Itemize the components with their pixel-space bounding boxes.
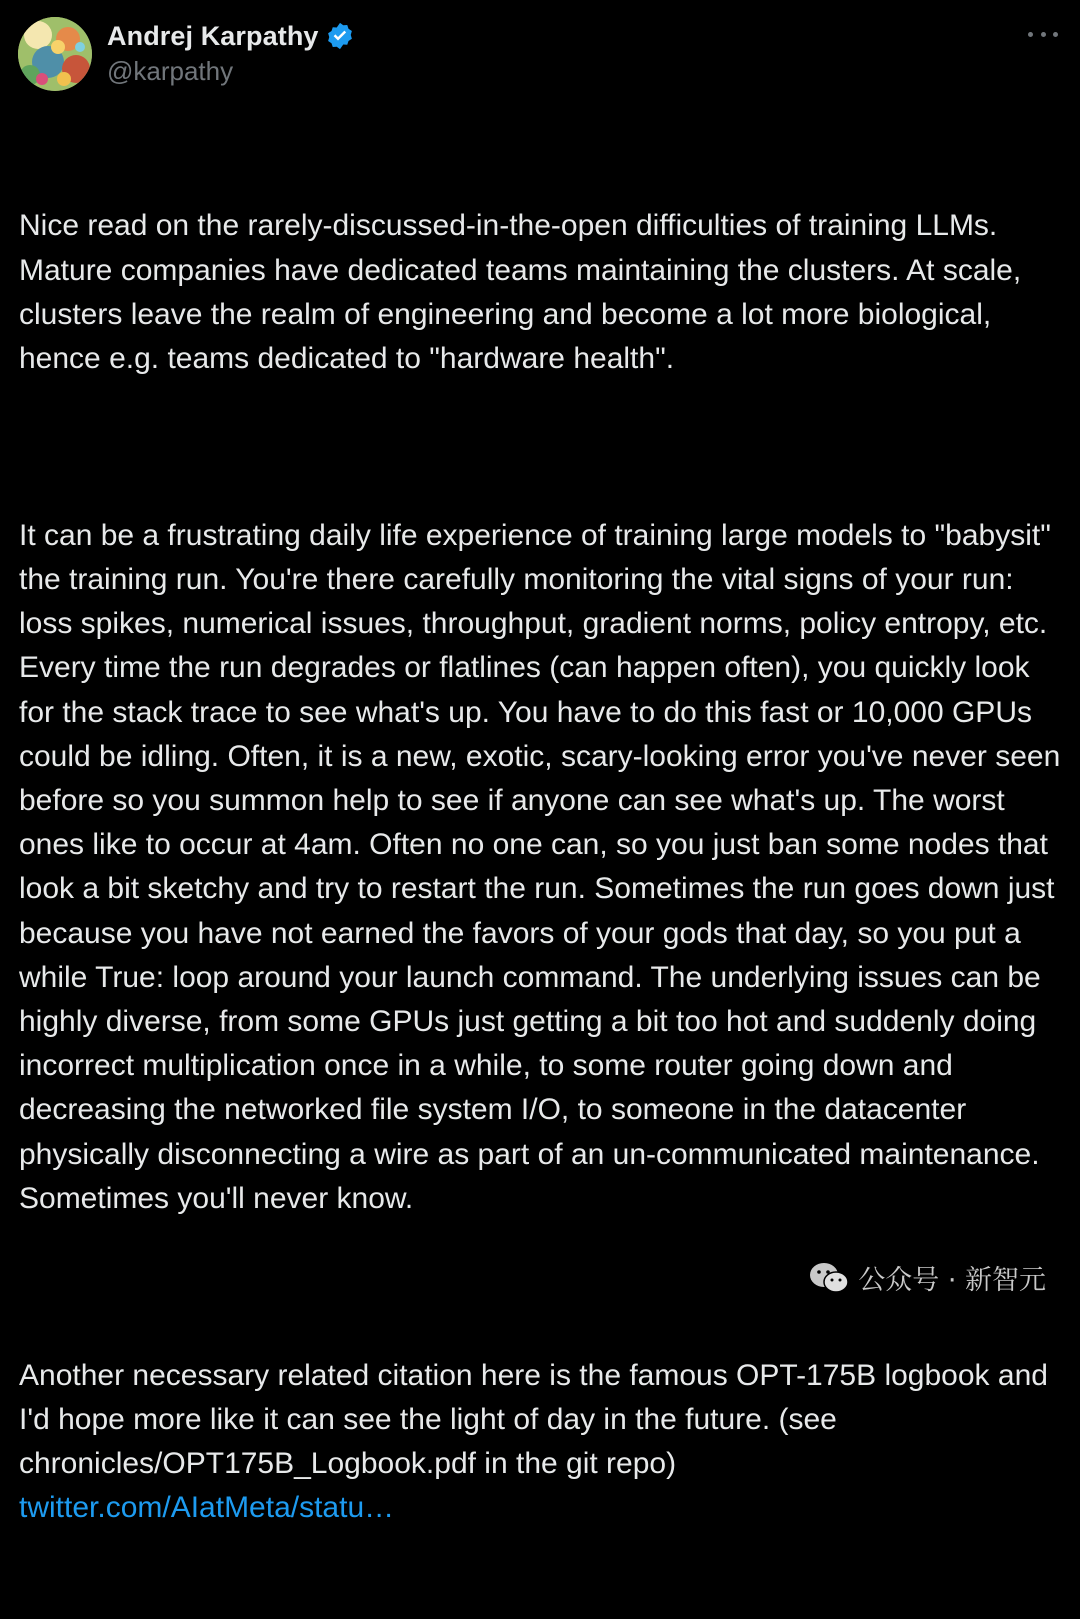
more-dot xyxy=(1053,32,1058,37)
author-name-row xyxy=(107,18,355,54)
tweet-paragraph: It can be a frustrating daily life experience of training large models to "babysit" the training run. You're there carefully monitoring the vital signs of your run: loss spikes, numerical issues, throughput, gradient norms, policy entropy, etc. Every time the run degrades or flatlines (can happen often), you quickly look for the stack trace to see what's up. You have to do this fast or 10,000 GPUs could be idling. Often, it is a new, exotic, scary-looking error you've never seen before so you summon help to see if anyone can see what's up. The worst ones like to occur at 4am. Often no one can, so you just ban some nodes that look a bit sketchy and try to restart the run. Sometimes the run goes down just because you have not earned the favors of your gods that day, so you put a while True: loop around your launch command. The underlying issues can be highly diverse, from some GPUs just getting a bit too hot and suddenly doing incorrect multiplication once in a while, to some router going down and decreasing the networked file system I/O, to someone in the datacenter physically disconnecting a wire as part of an un-communicated maintenance. Sometimes you'll never know. xyxy=(19,518,1069,1215)
more-dot xyxy=(1028,32,1033,37)
wechat-icon xyxy=(808,1260,850,1296)
avatar[interactable] xyxy=(18,17,92,91)
more-dot xyxy=(1041,32,1046,37)
tweet-text xyxy=(19,116,1069,1619)
more-options-icon[interactable] xyxy=(1028,22,1058,46)
author-block xyxy=(107,18,355,87)
watermark xyxy=(808,1258,1046,1297)
tweet-paragraph-text: Another necessary related citation here is the famous OPT-175B logbook and I'd hope more like it can see the light of day in the future. (see chronicles/OPT175B_Logbook.pdf in the git repo) xyxy=(19,1358,1057,1481)
tweet-paragraph xyxy=(19,1354,1065,1531)
avatar-image xyxy=(18,17,92,91)
author-handle[interactable]: @karpathy xyxy=(107,56,234,86)
watermark-text: 公众号 · 新智元 xyxy=(858,1265,1046,1296)
author-display-name[interactable]: Andrej Karpathy xyxy=(107,20,319,51)
verified-badge-icon xyxy=(325,21,355,51)
tweet-paragraph: Nice read on the rarely-discussed-in-the-open difficulties of training LLMs. Mature companies have dedicated teams maintaining the clusters. At scale, clusters leave the realm of engineering and become a lot more biological, hence e.g. teams dedicated to "hardware health". xyxy=(19,209,1030,376)
tweet-link[interactable]: twitter.com/AIatMeta/statu… xyxy=(19,1491,395,1525)
